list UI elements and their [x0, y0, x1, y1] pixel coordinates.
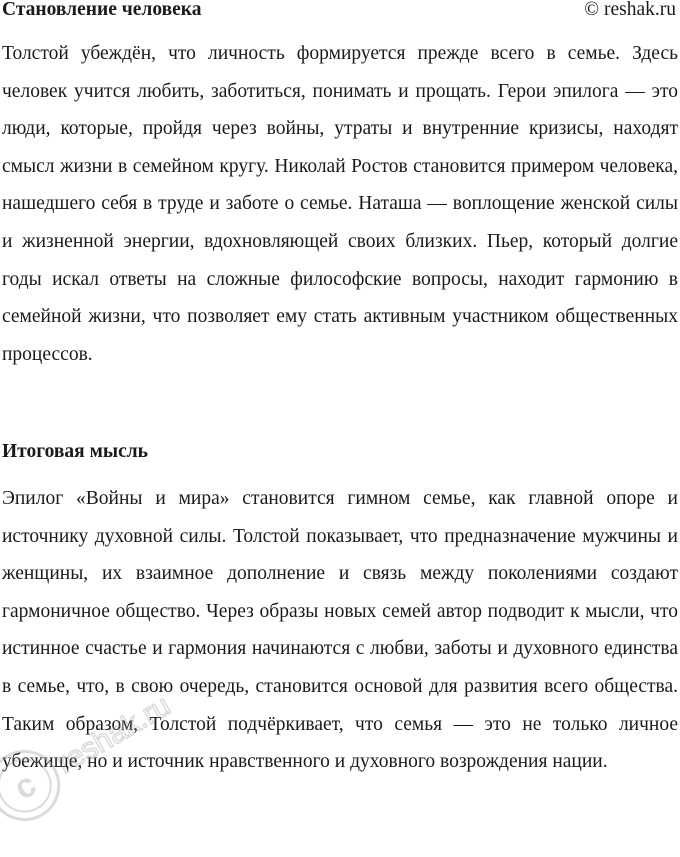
page-header — [2, 0, 676, 26]
section-title: Становление человека — [2, 0, 202, 20]
svg-text:c: c — [7, 765, 43, 808]
paragraph-personality-formation: Толстой убеждён, что личность формируется прежде всего в семье. Здесь человек учится любить, заботиться, понимать и прощать. Герои эпилога — это люди, которые, пройдя через войны, утраты и внутренние кризисы, находят смысл жизни в семейном кругу. Николай Ростов становится примером человека, нашедшего себя в труде и заботе о семье. Наташа — воплощение женской силы и жизненной энергии, вдохновляющей своих близких. Пьер, который долгие годы искал ответы на сложные философские вопросы, находит гармонию в семейной жизни, что позволяет ему стать активным участником общественных процессов. — [2, 43, 678, 365]
subheading-final-thought: Итоговая мысль — [2, 441, 148, 462]
paragraph-conclusion: Эпилог «Войны и мира» становится гимном семье, как главной опоре и источнику духовной силы. Толстой показывает, что предназначение мужчины и женщины, их взаимное дополнение и связь между поколениями создают гармоничное общество. Через образы новых семей автор подводит к мысли, что истинное счастье и гармония начинаются с любви, заботы и духовного единства в семье, что, в свою очередь, становится основой для развития всего общества. Таким образом, Толстой подчёркивает, что семья — это не только личное убежище, но и источник нравственного и духовного возрождения нации. — [2, 488, 678, 773]
copyright-label: © reshak.ru — [584, 0, 676, 20]
watermark-text: reshak.ru — [51, 689, 177, 781]
